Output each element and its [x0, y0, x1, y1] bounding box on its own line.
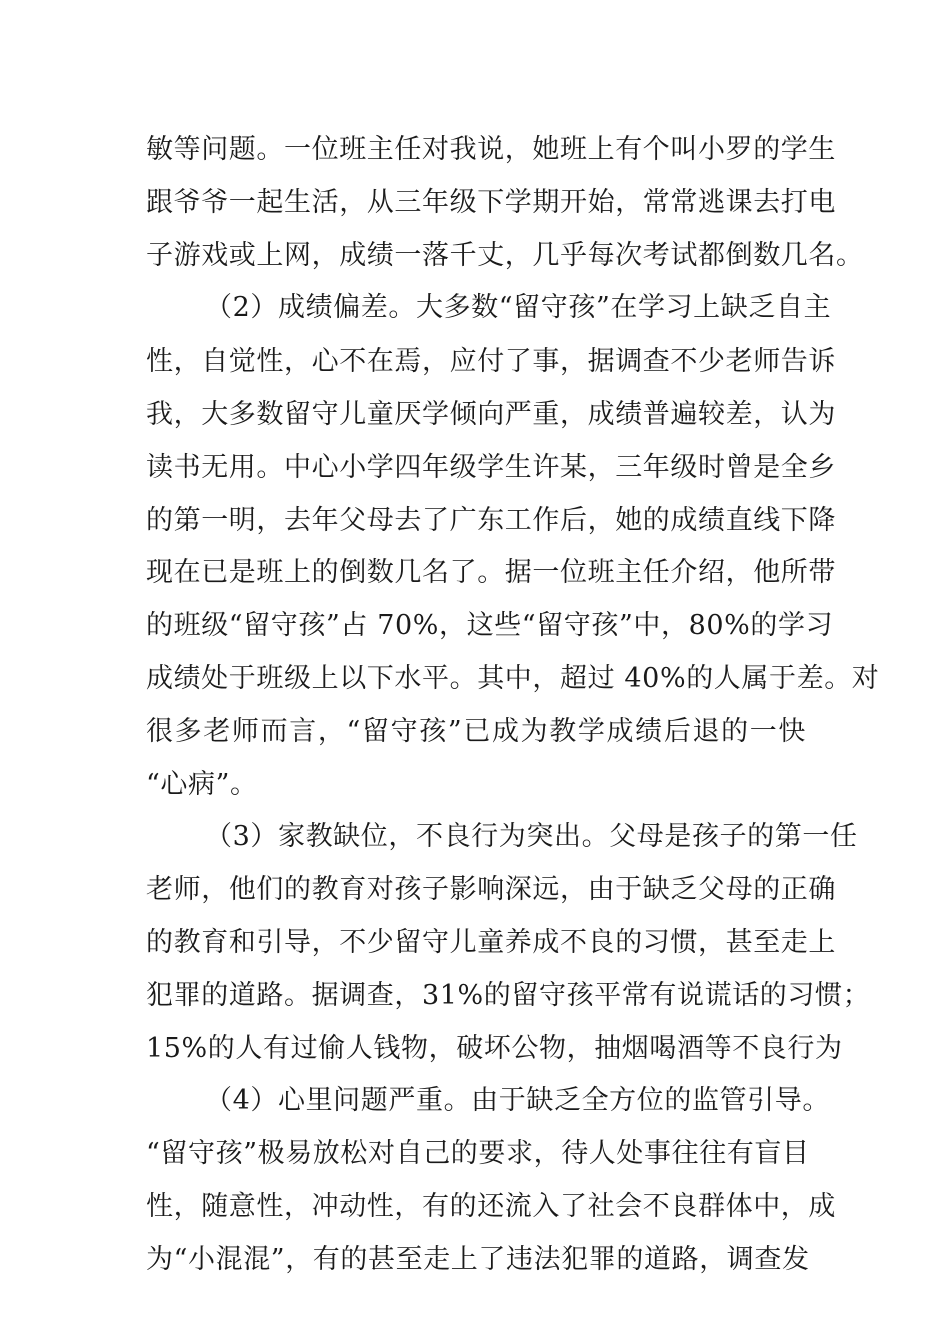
text-line: 15%的人有过偷人钱物，破坏公物，抽烟喝酒等不良行为	[146, 1033, 843, 1064]
text-line: 子游戏或上网，成绩一落千丈，几乎每次考试都倒数几名。	[146, 240, 864, 271]
text-line: 成绩处于班级上以下水平。其中，超过 40%的人属于差。对	[146, 663, 880, 694]
text-line: 跟爷爷一起生活，从三年级下学期开始，常常逃课去打电	[146, 187, 836, 218]
text-line: 性，自觉性，心不在焉，应付了事，据调查不少老师告诉	[146, 346, 836, 377]
text-line: 性，随意性，冲动性，有的还流入了社会不良群体中，成	[146, 1191, 836, 1222]
text-line: 我，大多数留守儿童厌学倾向严重，成绩普遍较差，认为	[146, 399, 836, 430]
text-line: 很多老师而言，“留守孩”已成为教学成绩后退的一快	[146, 716, 806, 747]
text-line: 犯罪的道路。据调查，31%的留守孩平常有说谎话的习惯；	[146, 980, 871, 1011]
paragraph-heading-line: （2）成绩偏差。大多数“留守孩”在学习上缺乏自主	[205, 292, 832, 323]
text-line: 敏等问题。一位班主任对我说，她班上有个叫小罗的学生	[146, 134, 836, 165]
text-line: “心病”。	[146, 769, 258, 800]
text-line: 现在已是班上的倒数几名了。据一位班主任介绍，他所带	[146, 557, 836, 588]
text-line: “留守孩”极易放松对自己的要求，待人处事往往有盲目	[146, 1138, 810, 1169]
paragraph-heading-line: （4）心里问题严重。由于缺乏全方位的监管引导。	[205, 1085, 830, 1116]
text-line: 的教育和引导，不少留守儿童养成不良的习惯，甚至走上	[146, 927, 836, 958]
text-line: 老师，他们的教育对孩子影响深远，由于缺乏父母的正确	[146, 874, 836, 905]
text-line: 的第一明，去年父母去了广东工作后，她的成绩直线下降	[146, 505, 836, 536]
text-line: 为“小混混”，有的甚至走上了违法犯罪的道路，调查发	[146, 1244, 810, 1275]
text-line: 的班级“留守孩”占 70%，这些“留守孩”中，80%的学习	[146, 610, 834, 641]
text-line: 读书无用。中心小学四年级学生许某，三年级时曾是全乡	[146, 452, 836, 483]
paragraph-heading-line: （3）家教缺位，不良行为突出。父母是孩子的第一任	[205, 821, 858, 852]
